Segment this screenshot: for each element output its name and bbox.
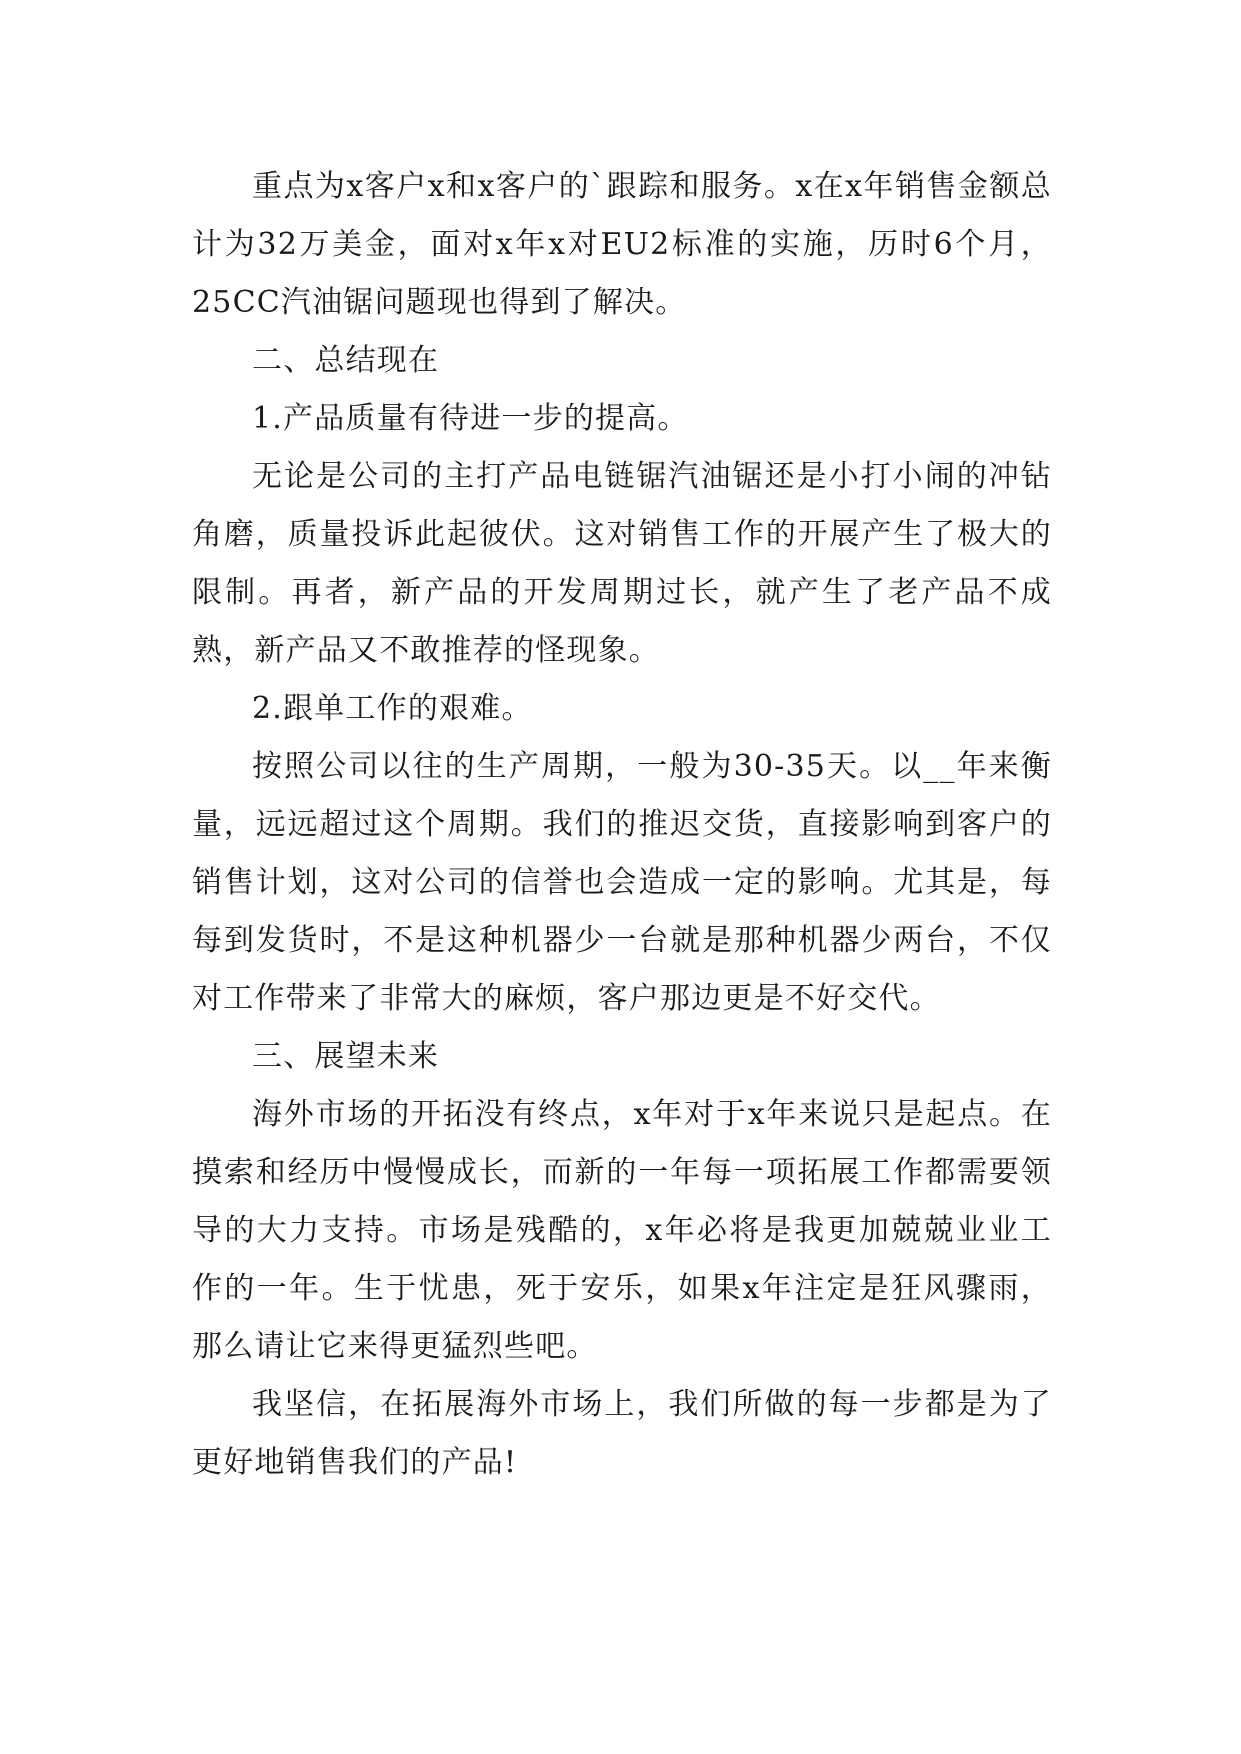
- paragraph-quality: 无论是公司的主打产品电链锯汽油锯还是小打小闹的冲钻角磨，质量投诉此起彼伏。这对销售工作的开展产生了极大的限制。再者，新产品的开发周期过长，就产生了老产品不成熟，新产品又不敢推荐的怪现象。: [192, 459, 1052, 668]
- subheading-quality: 1.产品质量有待进一步的提高。: [252, 401, 689, 436]
- subheading-order-tracking: 2.跟单工作的艰难。: [252, 691, 533, 726]
- section-heading-outlook: 三、展望未来: [252, 1039, 440, 1074]
- paragraph-outlook: 海外市场的开拓没有终点，x年对于x年来说只是起点。在摸索和经历中慢慢成长，而新的一年每一项拓展工作都需要领导的大力支持。市场是残酷的，x年必将是我更加兢兢业业工作的一年。生于忧患，死于安乐，如果x年注定是狂风骤雨，那么请让它来得更猛烈些吧。: [192, 1097, 1052, 1364]
- paragraph-conclusion: 我坚信，在拓展海外市场上，我们所做的每一步都是为了更好地销售我们的产品!: [192, 1387, 1052, 1480]
- document-body: [192, 158, 1052, 1492]
- paragraph-intro: 重点为x客户x和x客户的`跟踪和服务。x在x年销售金额总计为32万美金，面对x年x对EU2标准的实施，历时6个月，25CC汽油锯问题现也得到了解决。: [192, 169, 1052, 320]
- paragraph-order-tracking: 按照公司以往的生产周期，一般为30-35天。以__年来衡量，远远超过这个周期。我们的推迟交货，直接影响到客户的销售计划，这对公司的信誉也会造成一定的影响。尤其是，每每到发货时，不是这种机器少一台就是那种机器少两台，不仅对工作带来了非常大的麻烦，客户那边更是不好交代。: [192, 749, 1052, 1016]
- section-heading-summary: 二、总结现在: [252, 343, 440, 378]
